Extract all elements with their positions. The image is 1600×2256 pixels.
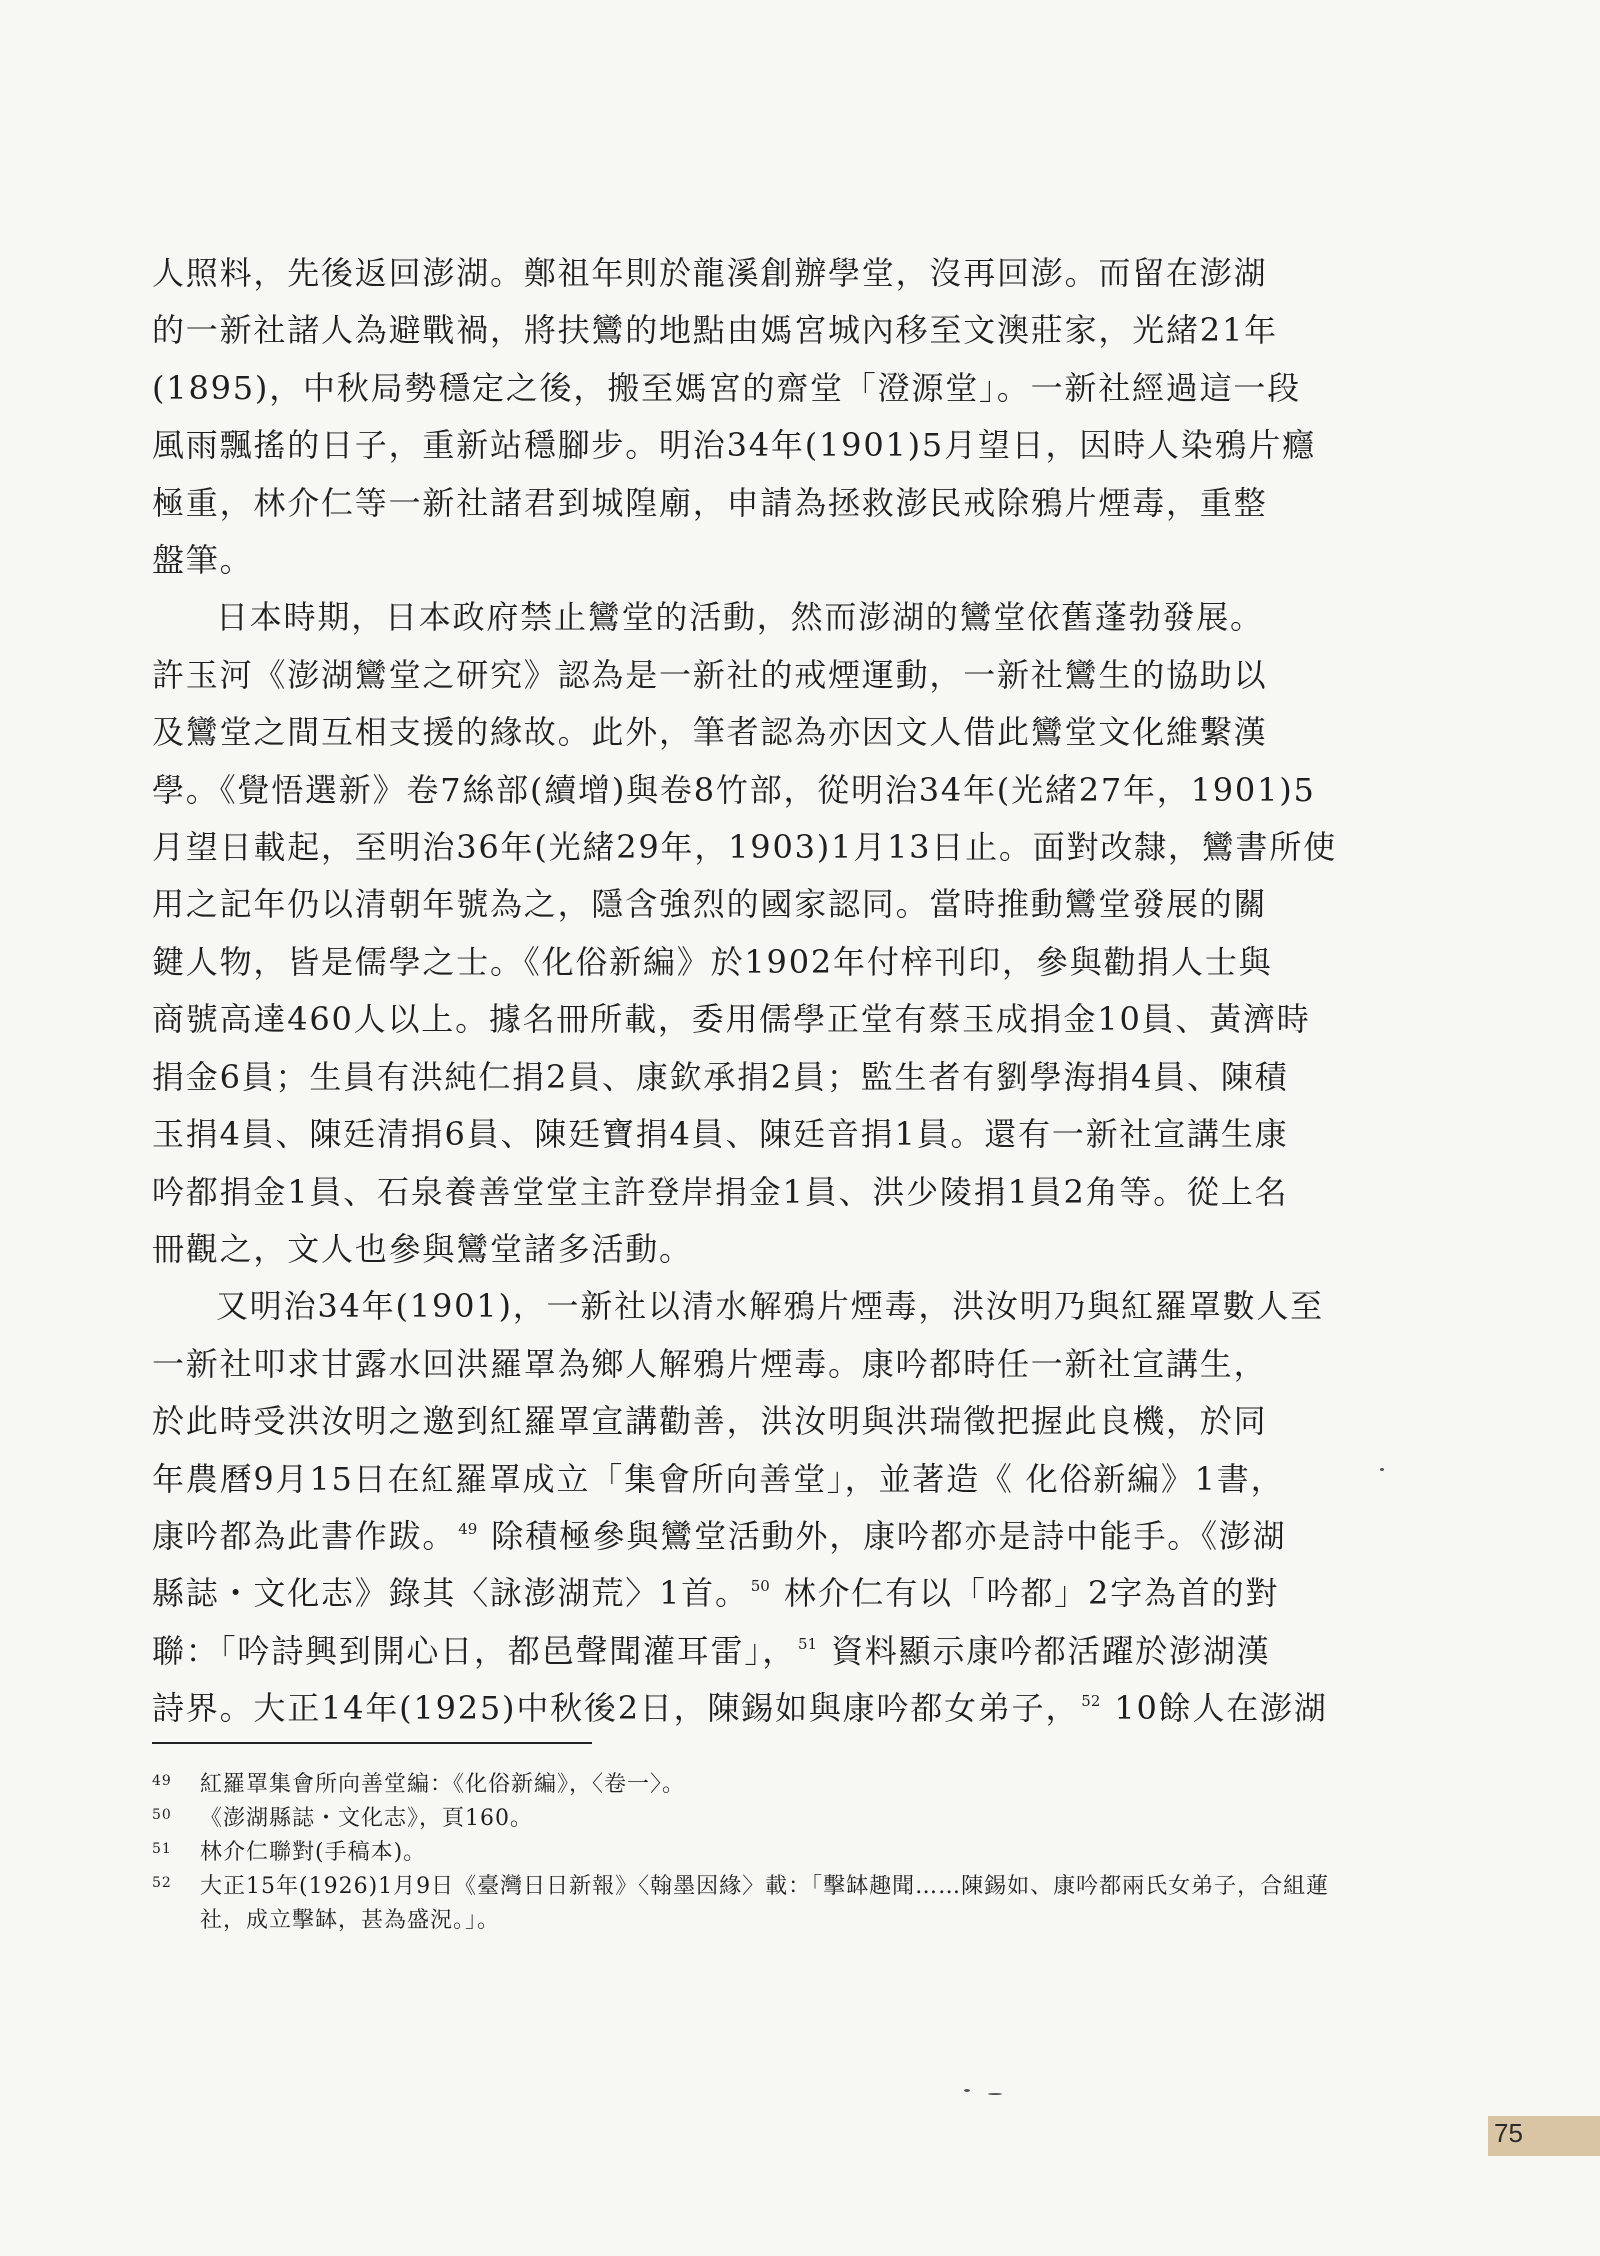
footnote-ref-52[interactable]: 52 [1081, 1692, 1101, 1711]
footnote-text: 紅羅罩集會所向善堂編：《化俗新編》，〈卷一〉。 [200, 1772, 686, 1797]
footnote-number: 49 [152, 1773, 172, 1789]
text-line: (1895)，中秋局勢穩定之後，搬至媽宮的齋堂「澄源堂」。一新社經過這一段 [152, 368, 1302, 407]
text-segment: 聯：「吟詩興到開心日，都邑聲聞灌耳雷」， [152, 1631, 797, 1670]
text-line-with-footnote-50 [152, 1565, 1338, 1622]
text-line-with-footnote-52 [152, 1680, 1338, 1737]
text-line: 捐金6員；生員有洪純仁捐2員、康欽承捐2員；監生者有劉學海捐4員、陳積 [152, 1057, 1289, 1096]
text-line: 許玉河《澎湖鸞堂之研究》認為是一新社的戒煙運動，一新社鸞生的協助以 [152, 655, 1268, 694]
scan-speck [988, 2093, 1002, 2095]
footnote-49 [152, 1768, 1342, 1802]
text-line: 日本時期，日本政府禁止鸞堂的活動，然而澎湖的鸞堂依舊蓬勃發展。 [216, 598, 1264, 637]
footnote-divider [152, 1742, 592, 1744]
text-line: 又明治34年(1901)，一新社以清水解鴉片煙毒，洪汝明乃與紅羅罩數人至 [216, 1287, 1324, 1326]
text-line: 人照料，先後返回澎湖。鄭祖年則於龍溪創辦學堂，沒再回澎。而留在澎湖 [152, 254, 1268, 292]
text-line: 用之記年仍以清朝年號為之，隱含強烈的國家認同。當時推動鸞堂發展的關 [152, 885, 1268, 924]
text-line: 學。《覺悟選新》卷7絲部(續增)與卷8竹部，從明治34年(光緒27年，1901)5 [152, 770, 1316, 809]
scan-speck [964, 2089, 970, 2092]
paragraph-1 [152, 245, 1338, 589]
paragraph-2 [152, 589, 1338, 1278]
scan-speck [1380, 1468, 1384, 1471]
text-segment: 10餘人在澎湖 [1102, 1689, 1328, 1728]
footnote-number: 52 [152, 1875, 172, 1891]
text-line-with-footnote-51 [152, 1623, 1338, 1680]
text-line: 商號高達460人以上。據名冊所載，委用儒學正堂有蔡玉成捐金10員、黃濟時 [152, 1000, 1311, 1039]
text-line: 冊觀之，文人也參與鸞堂諸多活動。 [152, 1229, 693, 1268]
text-line: 極重，林介仁等一新社諸君到城隍廟，申請為拯救澎民戒除鴉片煙毒，重整 [152, 483, 1268, 522]
text-line: 及鸞堂之間互相支援的緣故。此外，筆者認為亦因文人借此鸞堂文化維繫漢 [152, 713, 1268, 752]
text-line: 一新社叩求甘露水回洪羅罩為鄉人解鴉片煙毒。康吟都時任一新社宣講生， [152, 1344, 1268, 1383]
text-segment: 康吟都為此書作跋。 [152, 1516, 457, 1555]
text-line: 風雨飄搖的日子，重新站穩腳步。明治34年(1901)5月望日，因時人染鴉片癮 [152, 426, 1316, 465]
footnote-51 [152, 1836, 1342, 1870]
text-segment: 資料顯示康吟都活躍於澎湖漢 [819, 1631, 1271, 1670]
footnote-ref-49[interactable]: 49 [458, 1519, 478, 1538]
text-line: 於此時受洪汝明之邀到紅羅罩宣講勸善，洪汝明與洪瑞徵把握此良機，於同 [152, 1402, 1268, 1441]
text-line: 玉捐4員、陳廷清捐6員、陳廷寶捐4員、陳廷音捐1員。還有一新社宣講生康 [152, 1115, 1289, 1154]
text-line: 吟都捐金1員、石泉養善堂堂主許登岸捐金1員、洪少陵捐1員2角等。從上名 [152, 1172, 1289, 1211]
text-line: 的一新社諸人為避戰禍，將扶鸞的地點由媽宮城內移至文澳莊家，光緒21年 [152, 311, 1278, 350]
body-text [152, 245, 1338, 1738]
text-line: 鍵人物，皆是儒學之士。《化俗新編》於1902年付梓刊印，參與勸捐人士與 [152, 942, 1273, 981]
footnote-text: 大正15年(1926)1月9日《臺灣日日新報》〈翰墨因緣〉載：「擊缽趣聞……陳錫如、康吟都兩氏女弟子，合組蓮社，成立擊缽，甚為盛況。」。 [200, 1874, 1330, 1933]
footnote-text: 林介仁聯對(手稿本)。 [200, 1840, 427, 1865]
paragraph-3 [152, 1278, 1338, 1737]
text-line-with-footnote-49 [152, 1508, 1338, 1565]
footnote-text: 《澎湖縣誌・文化志》，頁160。 [200, 1806, 533, 1831]
text-line: 盤筆。 [152, 541, 254, 580]
page-number: 75 [1494, 2118, 1523, 2148]
footnotes [152, 1768, 1342, 1938]
footnote-52 [152, 1870, 1342, 1938]
text-segment: 縣誌・文化志》錄其〈詠澎湖荒〉1首。 [152, 1574, 749, 1613]
footnote-ref-51[interactable]: 51 [798, 1634, 818, 1653]
text-segment: 除積極參與鸞堂活動外，康吟都亦是詩中能手。《澎湖 [479, 1516, 1287, 1555]
text-line: 年農曆9月15日在紅羅罩成立「集會所向善堂」，並著造《 化俗新編》1書， [152, 1459, 1285, 1498]
text-line: 月望日載起，至明治36年(光緒29年，1903)1月13日止。面對改隸，鸞書所使 [152, 828, 1337, 867]
text-segment: 詩界。大正14年(1925)中秋後2日，陳錫如與康吟都女弟子， [152, 1689, 1080, 1728]
text-segment: 林介仁有以「吟都」2字為首的對 [771, 1574, 1280, 1613]
scan-edge-mark [1070, 0, 1300, 8]
footnote-number: 51 [152, 1841, 172, 1857]
footnote-50 [152, 1802, 1342, 1836]
footnote-number: 50 [152, 1807, 172, 1823]
footnote-ref-50[interactable]: 50 [750, 1577, 770, 1596]
